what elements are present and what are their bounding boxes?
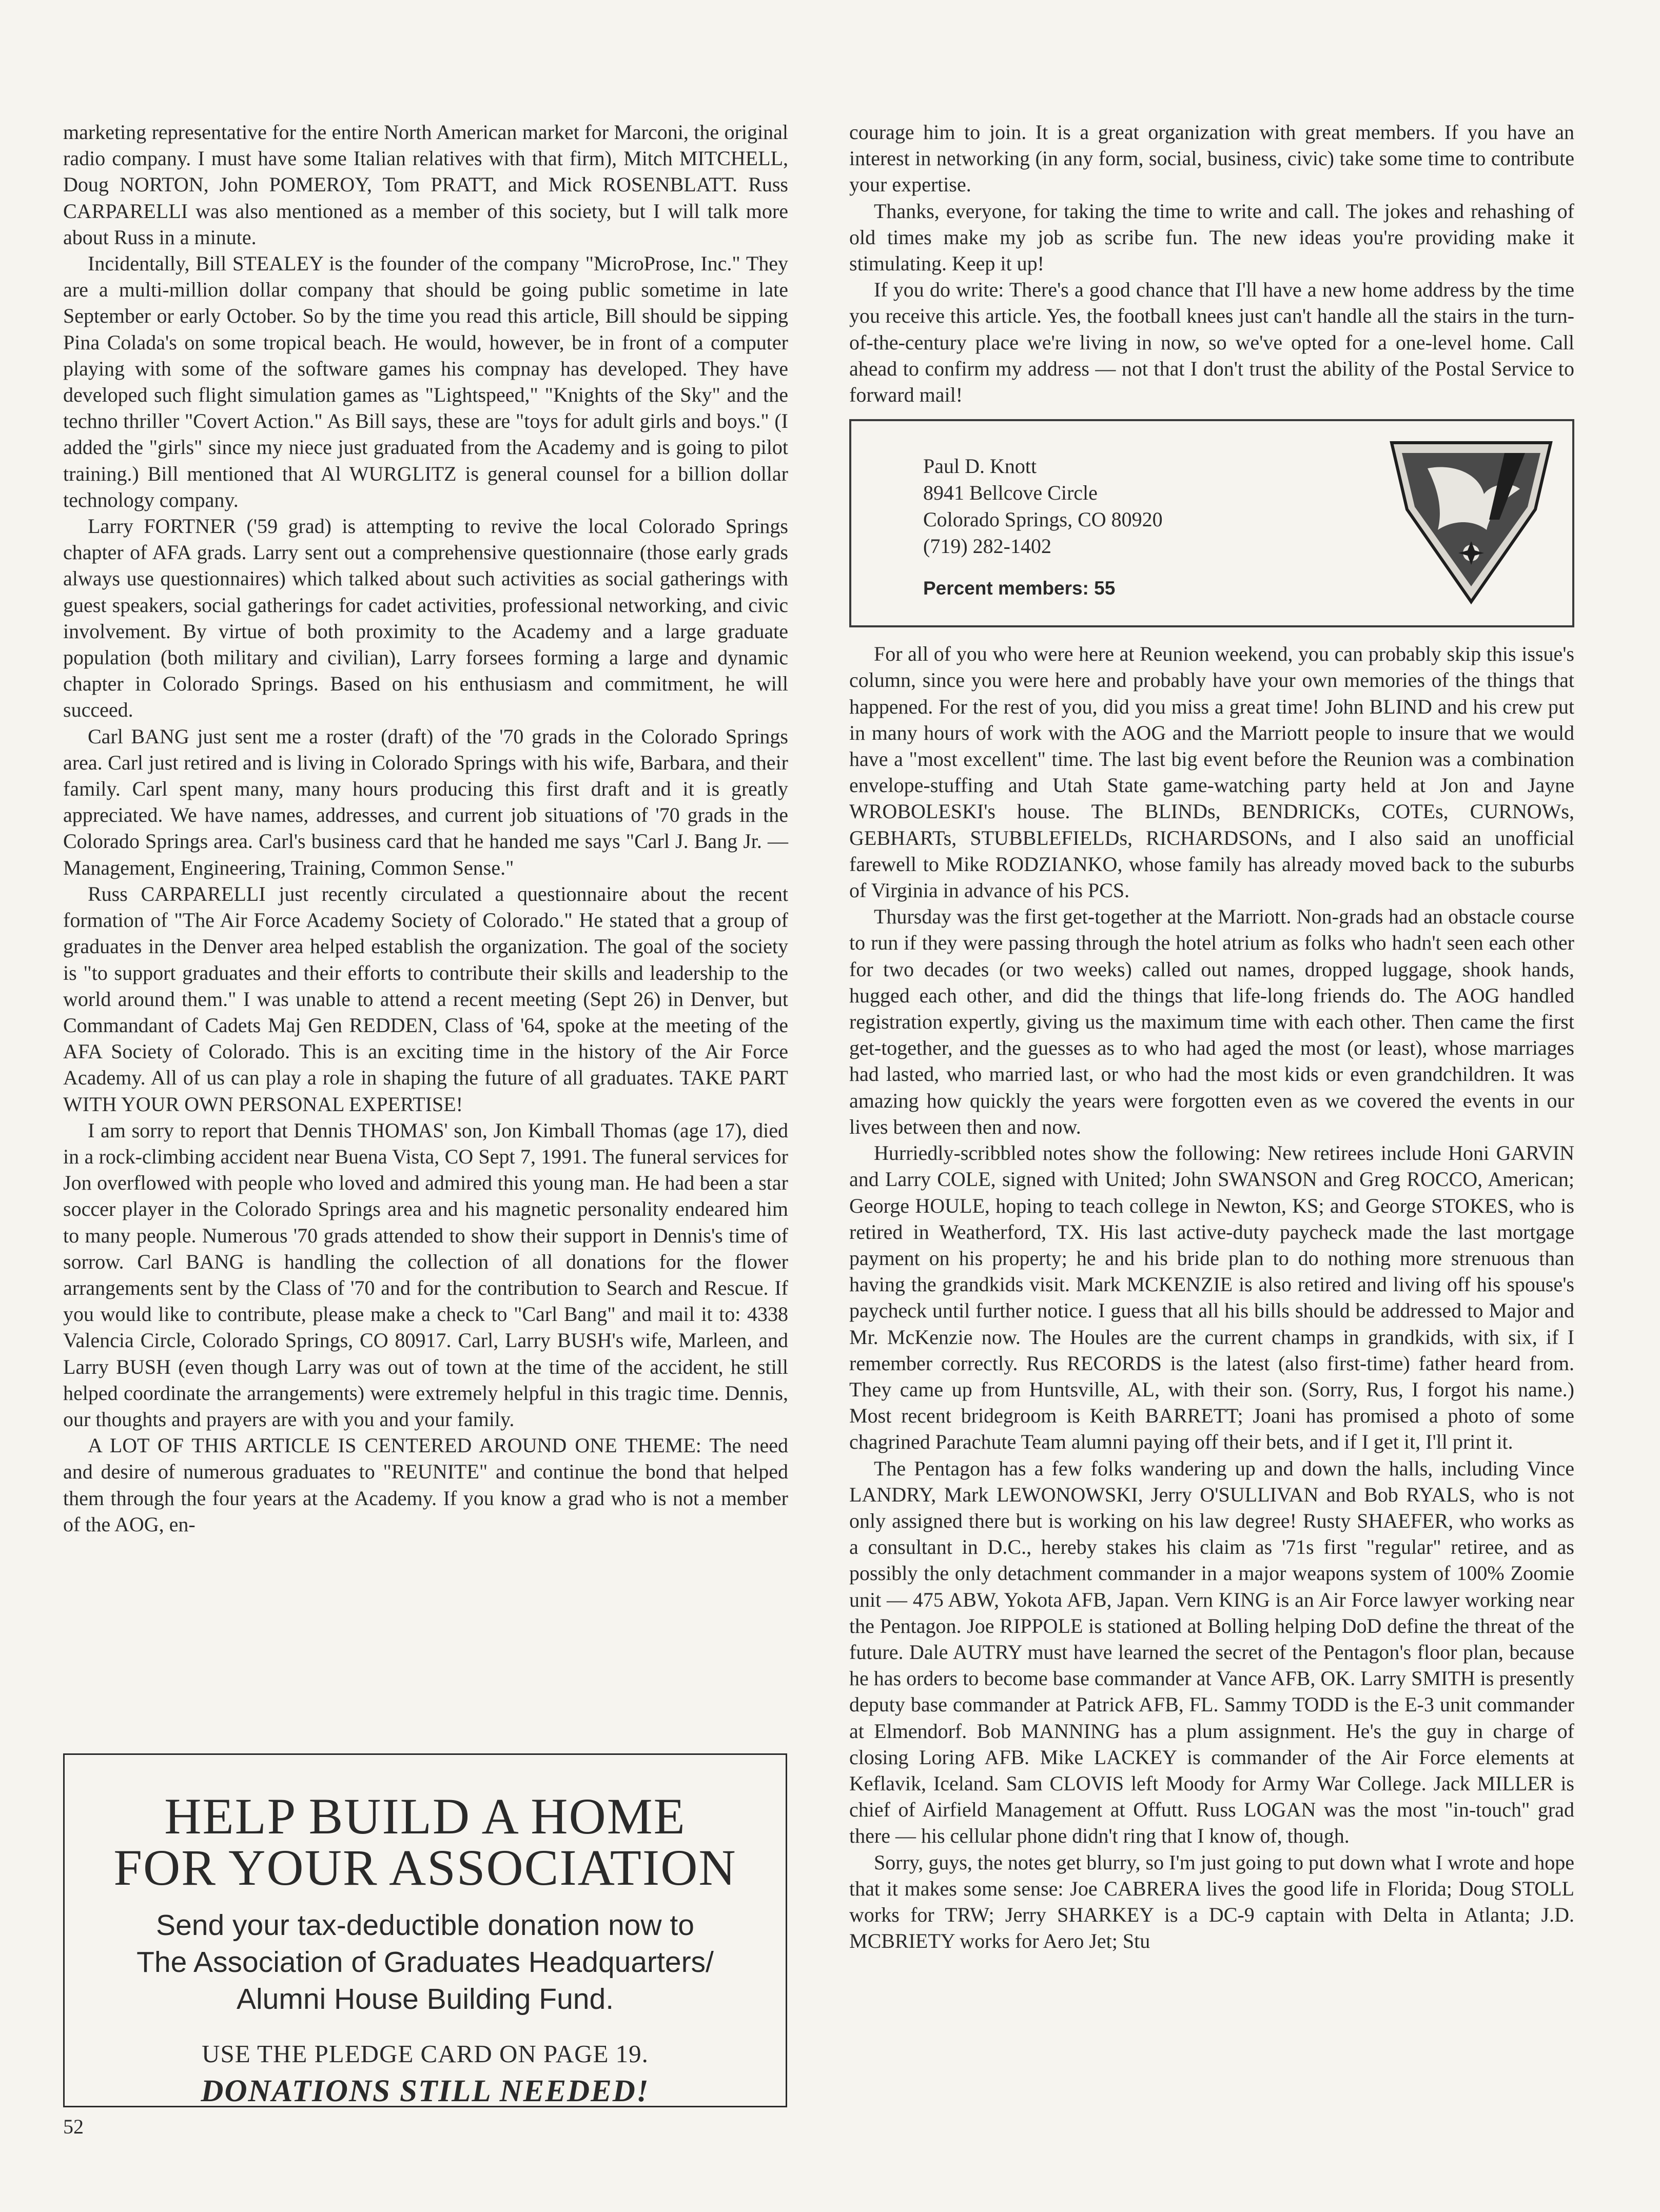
paragraph: I am sorry to report that Dennis THOMAS' son, Jon Kimball Thomas (age 17), died in a rock-climbing accident near Buena Vista, CO Sept 7, 1991. The funeral services for Jon overflowed with people who loved and admired this young man. He had been a star soccer player in the Colorado Springs area and his magnetic personality endeared him to many people. Numerous '70 grads attended to show their support in Dennis's time of sorrow. Carl BANG is handling the collection of all donations for the flower arrangements sent by the Class of '70 and for the contribution to Search and Rescue. If you would like to contribute, please make a check to "Carl Bang" and mail it to: 4338 Valencia Circle, Colorado Springs, CO 80917. Carl, Larry BUSH's wife, Marleen, and Larry BUSH (even though Larry was out of town at the time of the accident, he still helped coordinate the arrangements) were extremely helpful in this tragic time. Dennis, our thoughts and prayers are with you and your family.: [63, 1118, 788, 1431]
donation-ad-box: [63, 1753, 787, 2107]
scribe-address: [923, 453, 1163, 560]
paragraph: marketing representative for the entire North American market for Marconi, the original radio company. I must have some Italian relatives with that firm), Mitch MITCHELL, Doug NORTON, John POMEROY, Tom PRATT, and Mick ROSENBLATT. Russ CARPARELLI was also mentioned as a member of this society, but I will talk more about Russ in a minute.: [63, 121, 788, 249]
percent-members: Percent members: 55: [923, 578, 1116, 599]
paragraph: If you do write: There's a good chance that I'll have a new home address by the time you receive this article. Yes, the football knees just can't handle all the stairs in the turn-of-the-century place we're living in now, so we've opted for a one-level home. Call ahead to confirm my address — not that I don't trust the ability of the Postal Service to forward mail!: [849, 278, 1574, 407]
paragraph: Thursday was the first get-together at the Marriott. Non-grads had an obstacle course to run if they were passing through the hotel atrium as folks who hadn't seen each other for two decades (or two weeks) called out names, dropped luggage, shook hands, hugged each other, and did the things that life-long friends do. The AOG handled registration expertly, giving us the maximum time with each other. Then came the first get-together, and the guesses as to who had aged the most (or least), whose marriages had lasted, who married last, or who had the most kids or even grandchildren. It was amazing how quickly the years were forgotten even as we covered the events in our lives between then and now.: [849, 905, 1574, 1138]
ad-subtext-line: The Association of Graduates Headquarters/: [136, 1946, 714, 1979]
paragraph: courage him to join. It is a great organization with great members. If you have an interest in networking (in any form, social, business, civic) take some time to contribute your expertise.: [849, 121, 1574, 196]
paragraph: Incidentally, Bill STEALEY is the founder of the company "MicroProse, Inc." They are a multi-million dollar company that should be going public sometime in late September or early October. So by the time you read this article, Bill should be sipping Pina Colada's on some tropical beach. He would, however, be in front of a computer playing with some of the software games his compnay has developed. They have developed such flight simulation games as "Lightspeed," "Knights of the Sky" and the techno thriller "Covert Action." As Bill says, these are "toys for adult girls and boys." (I added the "girls" since my niece just graduated from the Academy and is going to pilot training.) Bill mentioned that Al WURGLITZ is general counsel for a billion dollar technology company.: [63, 252, 788, 511]
scribe-name: Paul D. Knott: [923, 455, 1037, 478]
paragraph: Carl BANG just sent me a roster (draft) of the '70 grads in the Colorado Springs area. Carl just retired and is living in Colorado Springs with his wife, Barbara, and their family. Carl spent many, many hours producing this first draft and it is greatly appreciated. We have names, addresses, and current job situations of '70 grads in the Colorado Springs area. Carl's business card that he handed me says "Carl J. Bang Jr. — Management, Engineering, Training, Common Sense.": [63, 724, 788, 879]
left-column: [63, 119, 788, 1537]
paragraph: A LOT OF THIS ARTICLE IS CENTERED AROUND ONE THEME: The need and desire of numerous graduates to "REUNITE" and continue the bond that helped them through the four years at the Academy. If you know a grad who is not a member of the AOG, en-: [63, 1434, 788, 1536]
ad-donations-needed: DONATIONS STILL NEEDED!: [201, 2074, 650, 2108]
ad-headline-line: FOR YOUR ASSOCIATION: [113, 1839, 737, 1896]
paragraph: Larry FORTNER ('59 grad) is attempting to revive the local Colorado Springs chapter of AFA grads. Larry sent out a comprehensive questionnaire (those early grads always use questionnaires) which talked about such activities as social gatherings with guest speakers, social gatherings for cadet activities, professional networking, and civic involvement. By virtue of both proximity to the Academy and a large graduate population (both military and civilian), Larry forsees forming a large and dynamic chapter in Colorado Springs. Based on his enthusiasm and commitment, he will succeed.: [63, 515, 788, 722]
scribe-phone: (719) 282-1402: [923, 535, 1051, 558]
ad-subtext: [65, 1907, 786, 2018]
paragraph: The Pentagon has a few folks wandering up and down the halls, including Vince LANDRY, Mark LEWONOWSKI, Jerry O'SULLIVAN and Bob RYALS, who is not only assigned there but is working on his law degree! Rusty SHAEFER, who works as a consultant in D.C., hereby stakes his claim as '71s first "regular" retiree, and as possibly the only detachment commander in a major weapons system of 100% Zoomie unit — 475 ABW, Yokota AFB, Japan. Vern KING is an Air Force lawyer working near the Pentagon. Joe RIPPOLE is stationed at Bolling helping DoD define the threat of the future. Dale AUTRY must have learned the secret of the Pentagon's floor plan, because he has orders to become base commander at Vance AFB, OK. Larry SMITH is presently deputy base commander at Patrick AFB, FL. Sammy TODD is the E-3 unit commander at Elmendorf. Bob MANNING has a plum assignment. He's the guy in charge of closing Loring AFB. Mike LACKEY is commander of the Air Force elements at Keflavik, Iceland. Sam CLOVIS left Moody for Army War College. Jack MILLER is chief of Airfield Management at Offutt. Russ LOGAN was the most "in-touch" grad there — his cellular phone didn't ring that I know of, though.: [849, 1456, 1574, 1848]
class-crest-eagle-icon: [1381, 432, 1561, 607]
scribe-city: Colorado Springs, CO 80920: [923, 508, 1163, 531]
paragraph: Thanks, everyone, for taking the time to write and call. The jokes and rehashing of old times make my job as scribe fun. The new ideas you're providing make it stimulating. Keep it up!: [849, 199, 1574, 275]
ad-headline: [65, 1788, 786, 1896]
ad-headline-line: HELP BUILD A HOME: [164, 1788, 686, 1845]
paragraph: Sorry, guys, the notes get blurry, so I'm just going to put down what I wrote and hope that it makes some sense: Joe CABRERA lives the good life in Florida; Doug STOLL works for TRW; Jerry SHARKEY is a DC-9 captain with Delta in Atlanta; J.D. MCBRIETY works for Aero Jet; Stu: [849, 1850, 1574, 1953]
paragraph: For all of you who were here at Reunion weekend, you can probably skip this issue's column, since you were here and probably have your own memories of the things that happened. For the rest of you, did you miss a great time! John BLIND and his crew put in many hours of work with the AOG and the Marriott people to insure that we would have a "most excellent" time. The last big event before the Reunion was a combination envelope-stuffing and Utah State game-watching party held at Jon and Jayne WROBOLESKI's house. The BLINDs, BENDRICKs, COTEs, CURNOWs, GEBHARTs, STUBBLEFIELDs, RICHARDSONs, and I also said an unofficial farewell to Mike RODZIANKO, whose family has already moved back to the suburbs of Virginia in advance of his PCS.: [849, 642, 1574, 902]
ad-subtext-line: Send your tax-deductible donation now to: [156, 1909, 694, 1942]
paragraph: Hurriedly-scribbled notes show the following: New retirees include Honi GARVIN and Larry COLE, signed with United; John SWANSON and Greg ROCCO, American; George HOULE, hoping to teach college in Newton, KS; and George STOKES, who is retired in Weatherford, TX. His last active-duty paycheck made the last mortgage payment on his property; he and his bride plan to do nothing more strenuous than having the grandkids visit. Mark MCKENZIE is also retired and living off his spouse's paycheck until further notice. I guess that all his bills should be addressed to Major and Mr. McKenzie now. The Houles are the current champs in grandkids, with six, if I remember correctly. Rus RECORDS is the latest (also first-time) father heard from. They came up from Huntsville, AL, with their son. (Sorry, Rus, I forgot his name.) Most recent bridegroom is Keith BARRETT; Joani has promised a photo of some chagrined Parachute Team alumni paying off their bets, and if I get it, I'll print it.: [849, 1141, 1574, 1454]
page-number: 52: [63, 2115, 84, 2138]
paragraph: Russ CARPARELLI just recently circulated a questionnaire about the recent formation of "The Air Force Academy Society of Colorado." He stated that a group of graduates in the Denver area helped establish the organization. The goal of the society is "to support graduates and their efforts to contribute their skills and leadership to the world around them." I was unable to attend a recent meeting (Sept 26) in Denver, but Commandant of Cadets Maj Gen REDDEN, Class of '64, spoke at the meeting of the AFA Society of Colorado. This is an exciting time in the history of the Air Force Academy. All of us can play a role in shaping the future of all graduates. TAKE PART WITH YOUR OWN PERSONAL EXPERTISE!: [63, 882, 788, 1116]
scribe-street: 8941 Bellcove Circle: [923, 481, 1098, 505]
ad-subtext-line: Alumni House Building Fund.: [236, 1983, 614, 2016]
right-column: [849, 119, 1574, 1954]
scribe-contact-box: [849, 419, 1574, 627]
ad-pledge-line: USE THE PLEDGE CARD ON PAGE 19.: [202, 2040, 649, 2068]
